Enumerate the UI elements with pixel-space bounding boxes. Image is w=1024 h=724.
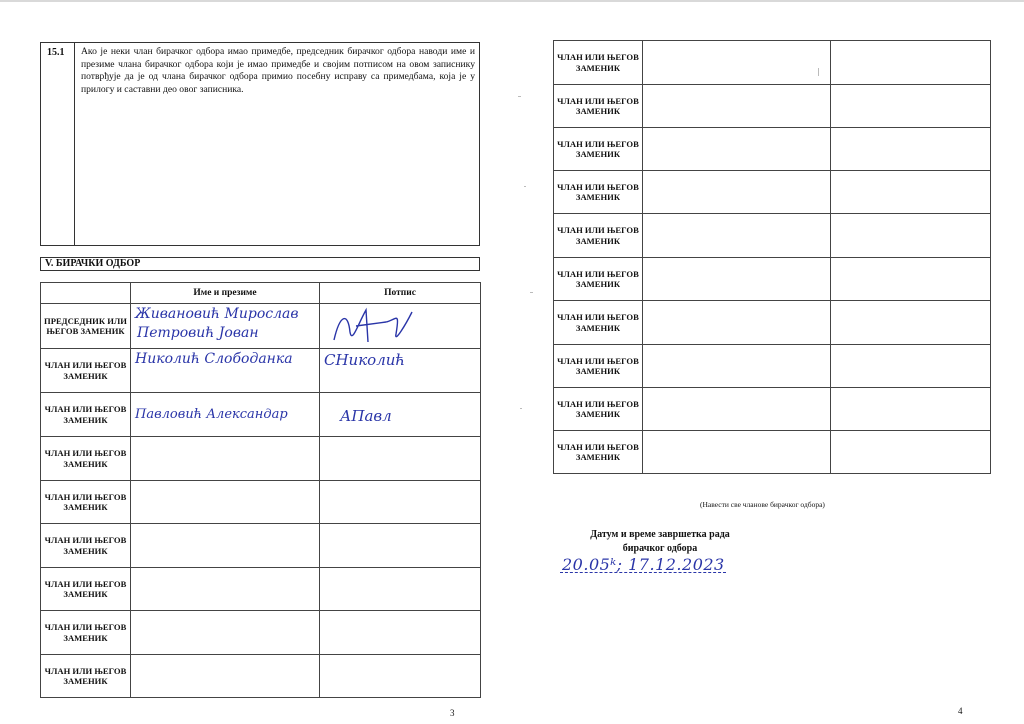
name-cell [131, 393, 320, 437]
role-cell: ЧЛАН ИЛИ ЊЕГОВ ЗАМЕНИК [41, 568, 131, 611]
handwritten-name: Павловић Александар [135, 407, 288, 422]
role-cell: ЧЛАН ИЛИ ЊЕГОВ ЗАМЕНИК [554, 258, 643, 301]
name-cell [643, 301, 831, 345]
name-cell [131, 481, 320, 524]
role-cell: ЧЛАН ИЛИ ЊЕГОВ ЗАМЕНИК [41, 393, 131, 437]
table-row [554, 301, 991, 345]
scan-speck [520, 408, 522, 409]
scan-speck [530, 292, 533, 293]
name-cell [643, 214, 831, 258]
completion-underline [560, 572, 726, 573]
signature-cell [320, 349, 481, 393]
header-empty-cell [41, 283, 131, 304]
signature-cell [831, 301, 991, 345]
role-cell: ЧЛАН ИЛИ ЊЕГОВ ЗАМЕНИК [554, 388, 643, 431]
role-cell: ЧЛАН ИЛИ ЊЕГОВ ЗАМЕНИК [554, 128, 643, 171]
signature-cell [831, 258, 991, 301]
name-cell [643, 258, 831, 301]
role-cell: ЧЛАН ИЛИ ЊЕГОВ ЗАМЕНИК [554, 171, 643, 214]
signature-cell [831, 431, 991, 474]
completion-datetime-handwritten: 20.05ᵏ; 17.12.2023 [562, 555, 725, 574]
name-cell [131, 304, 320, 349]
table-row [41, 568, 481, 611]
table-row [41, 437, 481, 481]
completion-title-line1: Датум и време завршетка рада [590, 529, 730, 540]
section-v-title: V. БИРАЧКИ ОДБОР [40, 257, 480, 271]
table-row [554, 388, 991, 431]
table-row [41, 481, 481, 524]
table-row [554, 431, 991, 474]
header-signature: Потпис [320, 283, 481, 304]
signature-cell [831, 41, 991, 85]
scan-speck [818, 68, 819, 76]
signature-image [326, 304, 426, 348]
signature-cell [320, 481, 481, 524]
role-cell: ЧЛАН ИЛИ ЊЕГОВ ЗАМЕНИК [41, 437, 131, 481]
signature-cell [831, 388, 991, 431]
table-row [554, 258, 991, 301]
role-cell: ПРЕДСЕДНИК ИЛИ ЊЕГОВ ЗАМЕНИК [41, 304, 131, 349]
table-header-row [41, 283, 481, 304]
table-row [554, 214, 991, 258]
name-cell [131, 349, 320, 393]
role-cell: ЧЛАН ИЛИ ЊЕГОВ ЗАМЕНИК [41, 611, 131, 655]
handwritten-name: Николић Слободанка [135, 351, 293, 367]
table-row [41, 304, 481, 349]
signature-cell [320, 437, 481, 481]
table-row [554, 41, 991, 85]
signature-cell [320, 304, 481, 349]
table-row [554, 128, 991, 171]
table-row [554, 171, 991, 214]
name-cell [643, 388, 831, 431]
table-row [41, 393, 481, 437]
table-row [41, 655, 481, 698]
signature-cell [320, 524, 481, 568]
page-number-right: 4 [958, 706, 963, 716]
scan-speck [524, 186, 526, 187]
signature-cell [320, 611, 481, 655]
completion-title-line2: бирачког одбора [622, 543, 698, 554]
name-cell [643, 41, 831, 85]
role-cell: ЧЛАН ИЛИ ЊЕГОВ ЗАМЕНИК [41, 349, 131, 393]
table-row [41, 611, 481, 655]
signature-cell [831, 85, 991, 128]
handwritten-signature: АПавл [340, 407, 392, 425]
signature-cell [831, 128, 991, 171]
name-cell [643, 171, 831, 214]
handwritten-name: Петровић Јован [137, 325, 259, 341]
signature-cell [320, 568, 481, 611]
signature-cell [320, 393, 481, 437]
scan-speck [518, 96, 521, 97]
name-cell [131, 611, 320, 655]
role-cell: ЧЛАН ИЛИ ЊЕГОВ ЗАМЕНИК [554, 431, 643, 474]
table-row [41, 524, 481, 568]
role-cell: ЧЛАН ИЛИ ЊЕГОВ ЗАМЕНИК [554, 301, 643, 345]
name-cell [131, 655, 320, 698]
role-cell: ЧЛАН ИЛИ ЊЕГОВ ЗАМЕНИК [41, 524, 131, 568]
role-cell: ЧЛАН ИЛИ ЊЕГОВ ЗАМЕНИК [554, 85, 643, 128]
role-cell: ЧЛАН ИЛИ ЊЕГОВ ЗАМЕНИК [554, 214, 643, 258]
section-15-1-text: Ако је неки члан бирачког одбора имао примедбе, председник бирачког одбора наводи име и презиме члана бирачког одбора који је имао примедбе и својим потписом на овом записнику потврђује да је од члана бирачког одбора примио посебну исправу са примедбама, која је у прилогу и саставни део овог записника. [81, 46, 475, 95]
members-note: (Навести све чланове бирачког одбора) [700, 500, 825, 509]
header-name: Име и презиме [131, 283, 320, 304]
role-cell: ЧЛАН ИЛИ ЊЕГОВ ЗАМЕНИК [554, 41, 643, 85]
handwritten-signature: СНиколић [324, 351, 406, 369]
name-cell [643, 345, 831, 388]
page-number-left: 3 [450, 708, 455, 718]
name-cell [131, 568, 320, 611]
section-15-1-box [40, 42, 480, 246]
signature-cell [831, 345, 991, 388]
name-cell [131, 437, 320, 481]
signature-cell [831, 214, 991, 258]
table-row [41, 349, 481, 393]
role-cell: ЧЛАН ИЛИ ЊЕГОВ ЗАМЕНИК [41, 481, 131, 524]
table-row [554, 345, 991, 388]
role-cell: ЧЛАН ИЛИ ЊЕГОВ ЗАМЕНИК [41, 655, 131, 698]
election-board-table-left [40, 282, 481, 698]
page-top-edge [0, 0, 1024, 2]
election-board-table-right [553, 40, 991, 474]
name-cell [643, 85, 831, 128]
table-row [554, 85, 991, 128]
handwritten-name: Живановић Мирослав [135, 306, 299, 322]
section-15-1-number: 15.1 [41, 43, 75, 245]
name-cell [643, 128, 831, 171]
signature-cell [831, 171, 991, 214]
name-cell [643, 431, 831, 474]
signature-cell [320, 655, 481, 698]
name-cell [131, 524, 320, 568]
role-cell: ЧЛАН ИЛИ ЊЕГОВ ЗАМЕНИК [554, 345, 643, 388]
completion-title [560, 528, 760, 556]
